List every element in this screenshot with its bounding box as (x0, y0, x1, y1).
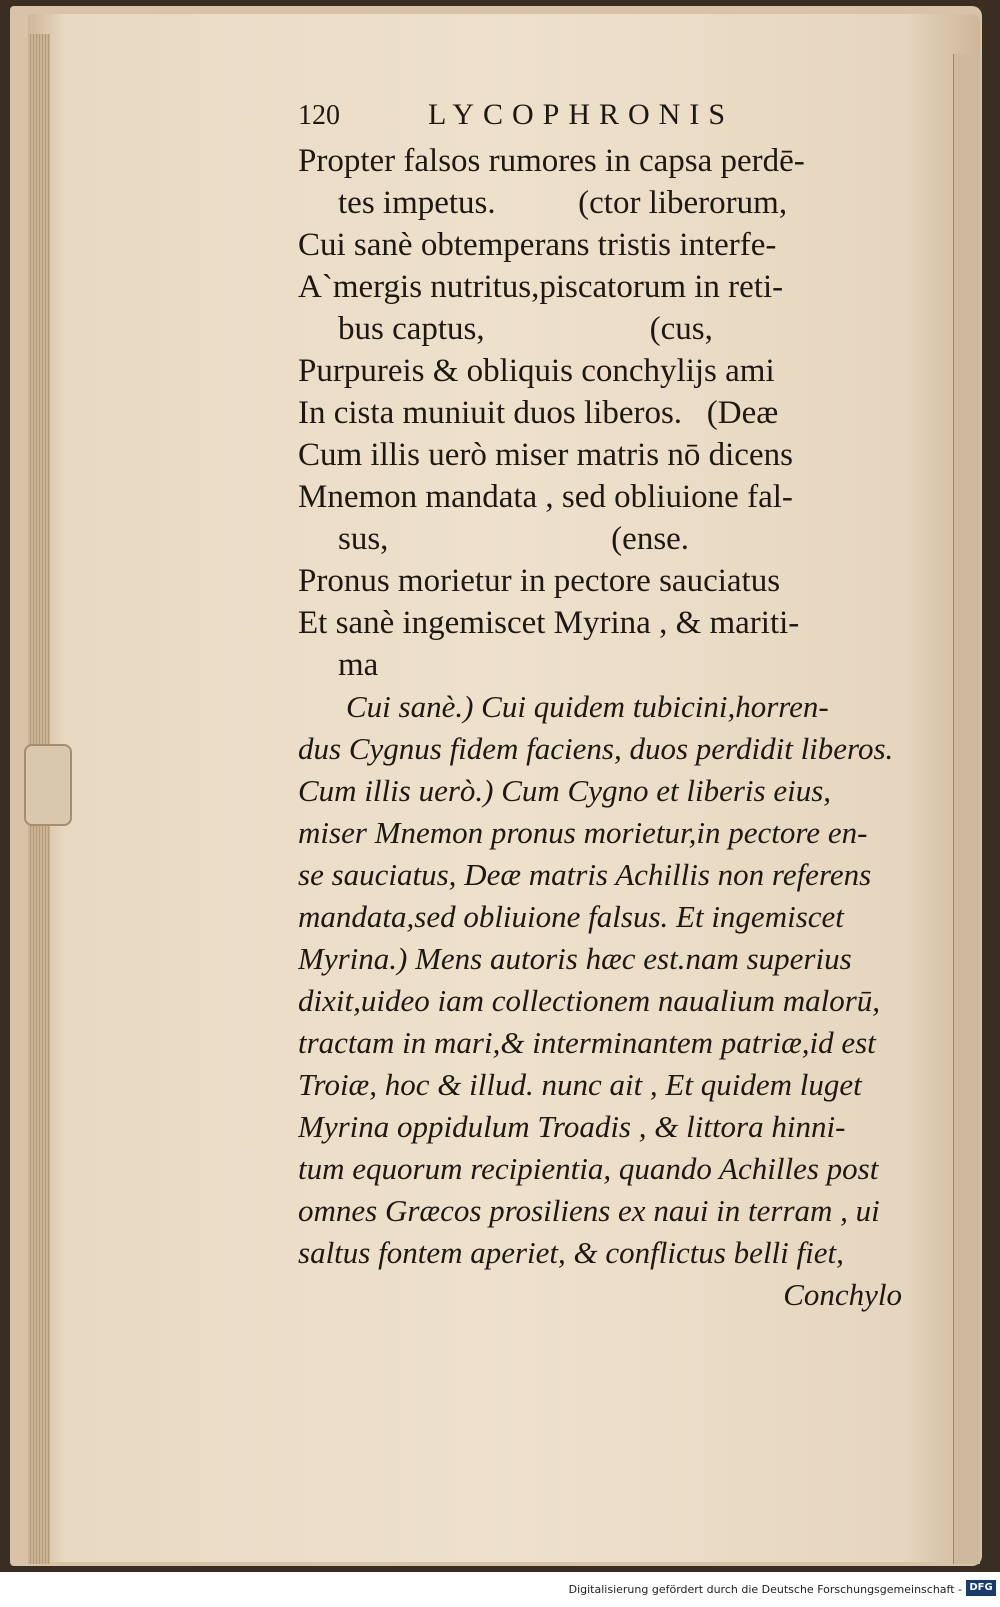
commentary-line: Myrina oppidulum Troadis , & littora hinni- (298, 1109, 846, 1144)
dfg-logo: DFG (966, 1580, 996, 1596)
commentary-line: Troiæ, hoc & illud. nunc ait , Et quidem luget (298, 1067, 862, 1102)
text-line: sus, (ense. (338, 521, 690, 557)
commentary-line: Cum illis uerò.) Cum Cygno et liberis eius, (298, 773, 832, 808)
funding-credit: Digitalisierung gefördert durch die Deutsche Forschungsgemeinschaft - (568, 1583, 962, 1596)
text-line: tes impetus. (ctor liberorum, (338, 185, 788, 221)
commentary-line: tractam in mari,& interminantem patriæ,id est (298, 1025, 876, 1060)
text-line: Cum illis uerò miser matris nō dicens (298, 437, 793, 473)
text-line: A`mergis nutritus,piscatorum in reti- (298, 269, 784, 305)
commentary-line: omnes Græcos prosiliens ex naui in terram , ui (298, 1193, 880, 1228)
commentary-line: tum equorum recipientia, quando Achilles post (298, 1151, 879, 1186)
text-block (298, 98, 902, 1316)
text-line: Propter falsos rumores in capsa perdē- (298, 143, 805, 179)
commentary-line: dixit,uideo iam collectionem naualium malorū, (298, 983, 881, 1018)
commentary-line: dus Cygnus fidem faciens, duos perdidit liberos. (298, 731, 894, 766)
book-clasp (24, 744, 72, 826)
page-number: 120 (298, 100, 340, 131)
text-line: Purpureis & obliquis conchylijs ami (298, 353, 775, 389)
text-line: ma (338, 647, 379, 683)
text-line: bus captus, (cus, (338, 311, 713, 347)
commentary-line: mandata,sed obliuione falsus. Et ingemiscet (298, 899, 844, 934)
text-line: Et sanè ingemiscet Myrina , & mariti- (298, 605, 800, 641)
commentary-line: Myrina.) Mens autoris hæc est.nam superius (298, 941, 852, 976)
commentary-line: Cui sanè.) Cui quidem tubicini,horren- (346, 689, 829, 724)
commentary-line: se sauciatus, Deæ matris Achillis non referens (298, 857, 872, 892)
running-head (298, 98, 902, 140)
right-page-edge (953, 54, 980, 1564)
text-line: Pronus morietur in pectore sauciatus (298, 563, 781, 599)
catchword: Conchylo (783, 1277, 902, 1312)
commentary-line: miser Mnemon pronus morietur,in pectore en- (298, 815, 868, 850)
text-line: Cui sanè obtemperans tristis interfe- (298, 227, 777, 263)
text-line: Mnemon mandata , sed obliuione fal- (298, 479, 793, 515)
running-title: LYCOPHRONIS (428, 98, 735, 131)
text-line: In cista muniuit duos liberos. (Deæ (298, 395, 779, 431)
commentary-line: saltus fontem aperiet, & conflictus belli fiet, (298, 1235, 844, 1270)
